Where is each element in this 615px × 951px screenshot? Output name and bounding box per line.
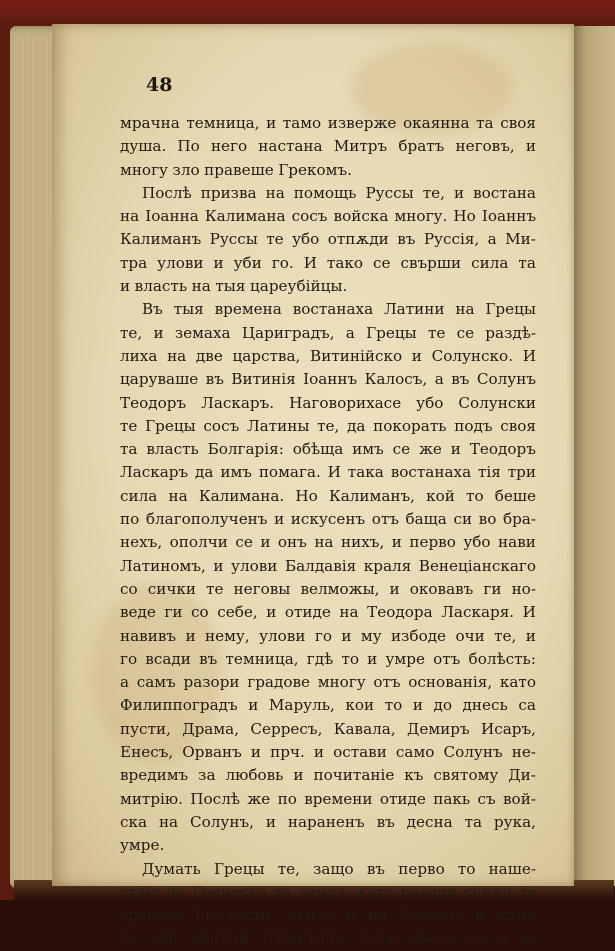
text-line: а самъ разори градове многу отъ основанія, като xyxy=(120,673,536,692)
red-backdrop xyxy=(0,0,615,26)
text-line: со сички те неговы велможы, и оковавъ ги но- xyxy=(120,579,536,598)
text-line: Енесъ, Орванъ и прч. и остави само Солунъ не- xyxy=(120,743,536,762)
text-line: го уби обятый Димитрій. Това обаче не е и- xyxy=(120,929,536,948)
text-line: навивъ и нему, улови го и му избоде очи те, и xyxy=(120,626,536,645)
text-line: веде ги со себе, и отиде на Теодора Ласкаря. И xyxy=(120,603,536,622)
text-line: царуваше въ Витинія Іоаннъ Калосъ, а въ Солунъ xyxy=(120,370,536,389)
text-line: го всади въ темница, гдѣ то и умре отъ болѣсть: xyxy=(120,649,536,668)
text-line: Филиппоградъ и Маруль, кои то и до днесь са xyxy=(120,696,536,715)
text-line: по благополученъ и искусенъ отъ баща си во бра- xyxy=(120,510,536,529)
text-line: градове Гречески, отиде и на Солунъ, и тамо xyxy=(120,906,536,925)
text-line: многу зло правеше Грекомъ. xyxy=(120,160,352,179)
text-line: Думать Грецы те, защо въ перво то наше- xyxy=(142,859,536,878)
text-line: ствіе на Греческа та земля, като разори сички те xyxy=(120,882,536,901)
text-line: Въ тыя времена востанаха Латини на Грецы xyxy=(142,300,536,319)
text-line: вредимъ за любовь и почитаніе къ святому Ди- xyxy=(120,766,536,785)
text-line: Теодоръ Ласкаръ. Наговорихасе убо Солунски xyxy=(120,393,536,412)
text-line: сила на Калимана. Но Калиманъ, кой то беше xyxy=(120,486,536,505)
text-line: Ласкаръ да имъ помага. И така востанаха тія три xyxy=(120,463,536,482)
text-line: лиха на две царства, Витинійско и Солунско. И xyxy=(120,346,536,365)
text-line: Калиманъ Руссы те убо отпѫди въ Руссія, а Ми- xyxy=(120,230,536,249)
text-line: умре. xyxy=(120,836,165,855)
text-line: те Грецы сосъ Латины те, да покорать подъ своя xyxy=(120,416,536,435)
text-line: душа. По него настана Митръ братъ неговъ, и xyxy=(120,137,536,156)
text-line: ска на Солунъ, и нараненъ въ десна та рука, xyxy=(120,812,536,831)
text-line: мрачна темница, и тамо изверже окаянна та своя xyxy=(120,114,536,132)
text-line: та власть Болгарія: обѣща имъ се же и Теодоръ xyxy=(120,440,536,459)
text-line: Послѣ призва на помощь Руссы те, и востана xyxy=(142,183,536,202)
body-text xyxy=(120,112,536,951)
text-line: нехъ, ополчи се и онъ на нихъ, и перво убо нави xyxy=(120,533,536,552)
text-line: митрію. Послѣ же по времени отиде пакь съ вой- xyxy=(120,789,536,808)
text-line: те, и земаха Цариградъ, а Грецы те се раздѣ- xyxy=(120,323,536,342)
text-line: Латиномъ, и улови Балдавія краля Венеціанскаго xyxy=(120,556,536,575)
page-number: 48 xyxy=(146,74,173,96)
text-line: тра улови и уби го. И тако се свърши сила та xyxy=(120,253,536,272)
facing-page-edge xyxy=(574,26,615,886)
text-line: пусти, Драма, Серресъ, Кавала, Демиръ Исаръ, xyxy=(120,719,536,738)
text-line: и власть на тыя цареубійцы. xyxy=(120,277,348,296)
text-line: на Іоанна Калимана сосъ войска многу. Но Іоаннъ xyxy=(120,207,536,226)
